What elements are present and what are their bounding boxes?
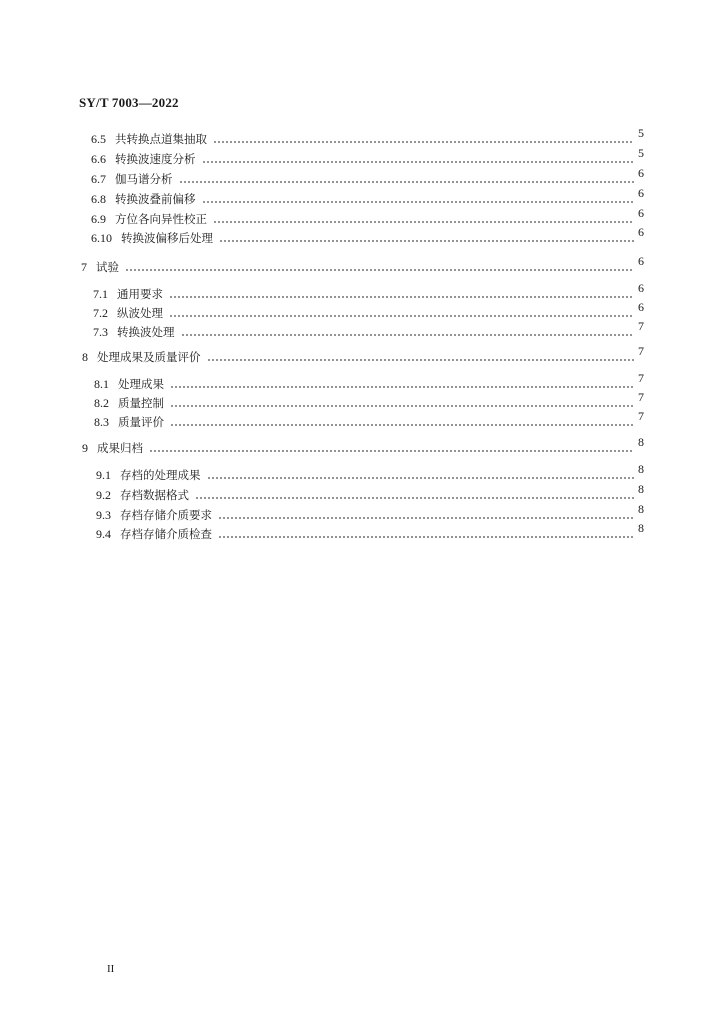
toc-number: 9	[82, 441, 88, 455]
toc-entry[interactable]	[91, 148, 644, 166]
toc-page-number: 8	[638, 502, 644, 516]
toc-title: 存档存储介质要求	[120, 508, 212, 522]
dot-leader	[202, 201, 635, 203]
dot-leader	[202, 161, 635, 163]
toc-number: 8.1	[94, 377, 109, 391]
toc-title: 转换波偏移后处理	[121, 231, 213, 245]
toc-entry[interactable]	[82, 437, 644, 455]
dot-leader	[170, 424, 634, 426]
toc-page-number: 6	[638, 254, 644, 268]
toc-number: 7.3	[93, 325, 108, 339]
toc-title: 方位各向异性校正	[115, 212, 207, 226]
toc-title: 成果归档	[97, 441, 143, 455]
dot-leader	[170, 386, 634, 388]
toc-title: 质量评价	[118, 415, 164, 429]
toc-number: 8	[82, 350, 88, 364]
toc-entry[interactable]	[91, 188, 644, 206]
toc-number: 7.1	[93, 287, 108, 301]
toc-entry[interactable]	[94, 373, 644, 391]
toc-entry[interactable]	[96, 523, 644, 541]
toc-title: 通用要求	[117, 287, 163, 301]
toc-page-number: 6	[638, 166, 644, 180]
toc-entry[interactable]	[81, 256, 644, 274]
toc-page-number: 6	[638, 225, 644, 239]
toc-number: 6.7	[91, 172, 106, 186]
toc-title: 处理成果及质量评价	[97, 350, 201, 364]
toc-title: 存档数据格式	[120, 488, 189, 502]
dot-leader	[219, 240, 634, 242]
dot-leader	[169, 315, 634, 317]
toc-entry[interactable]	[94, 411, 644, 429]
toc-page-number: 7	[638, 390, 644, 404]
dot-leader	[179, 181, 635, 183]
toc-title: 存档的处理成果	[120, 468, 201, 482]
toc-number: 8.2	[94, 396, 109, 410]
toc-entry[interactable]	[93, 283, 644, 301]
toc-number: 6.8	[91, 192, 106, 206]
toc-entry[interactable]	[91, 227, 644, 245]
toc-title: 存档存储介质检查	[120, 527, 212, 541]
toc-title: 质量控制	[118, 396, 164, 410]
toc-page-number: 5	[638, 146, 644, 160]
dot-leader	[125, 269, 634, 271]
toc-page-number: 6	[638, 206, 644, 220]
toc-title: 转换波处理	[117, 325, 175, 339]
toc-entry[interactable]	[93, 321, 644, 339]
toc-page-number: 7	[638, 319, 644, 333]
toc-entry[interactable]	[93, 302, 644, 320]
dot-leader	[218, 536, 634, 538]
toc-number: 9.2	[96, 488, 111, 502]
toc-entry[interactable]	[96, 484, 644, 502]
toc-entry[interactable]	[91, 168, 644, 186]
toc-page-number: 8	[638, 482, 644, 496]
dot-leader	[195, 497, 634, 499]
toc-title: 转换波速度分析	[115, 152, 196, 166]
toc-entry[interactable]	[96, 504, 644, 522]
toc-title: 处理成果	[118, 377, 164, 391]
toc-title: 纵波处理	[117, 306, 163, 320]
dot-leader	[149, 450, 634, 452]
toc-page-number: 6	[638, 281, 644, 295]
toc-entry[interactable]	[91, 208, 644, 226]
toc-title: 伽马谱分析	[115, 172, 173, 186]
toc-page-number: 8	[638, 521, 644, 535]
toc-number: 7.2	[93, 306, 108, 320]
toc-page-number: 5	[638, 126, 644, 140]
dot-leader	[181, 334, 635, 336]
toc-title: 试验	[96, 260, 119, 274]
dot-leader	[213, 221, 634, 223]
toc-page-number: 8	[638, 462, 644, 476]
toc-page-number: 8	[638, 435, 644, 449]
toc-page-number: 7	[638, 409, 644, 423]
toc-number: 9.3	[96, 508, 111, 522]
toc-number: 6.9	[91, 212, 106, 226]
dot-leader	[170, 405, 634, 407]
toc-entry[interactable]	[91, 128, 644, 146]
toc-number: 9.4	[96, 527, 111, 541]
dot-leader	[213, 141, 634, 143]
toc-title: 共转换点道集抽取	[115, 132, 207, 146]
dot-leader	[207, 359, 635, 361]
toc-title: 转换波叠前偏移	[115, 192, 196, 206]
toc-page-number: 6	[638, 186, 644, 200]
toc-page-number: 6	[638, 300, 644, 314]
dot-leader	[218, 517, 634, 519]
toc-number: 7	[81, 260, 87, 274]
toc-number: 6.6	[91, 152, 106, 166]
dot-leader	[207, 477, 635, 479]
page-footer-number: II	[107, 963, 115, 975]
toc-number: 9.1	[96, 468, 111, 482]
dot-leader	[169, 296, 634, 298]
toc-number: 6.10	[91, 231, 112, 245]
toc-entry[interactable]	[96, 464, 644, 482]
toc-number: 6.5	[91, 132, 106, 146]
toc-entry[interactable]	[82, 346, 644, 364]
document-header: SY/T 7003—2022	[79, 95, 179, 110]
toc-page-number: 7	[638, 344, 644, 358]
toc-page-number: 7	[638, 371, 644, 385]
toc-entry[interactable]	[94, 392, 644, 410]
toc-number: 8.3	[94, 415, 109, 429]
